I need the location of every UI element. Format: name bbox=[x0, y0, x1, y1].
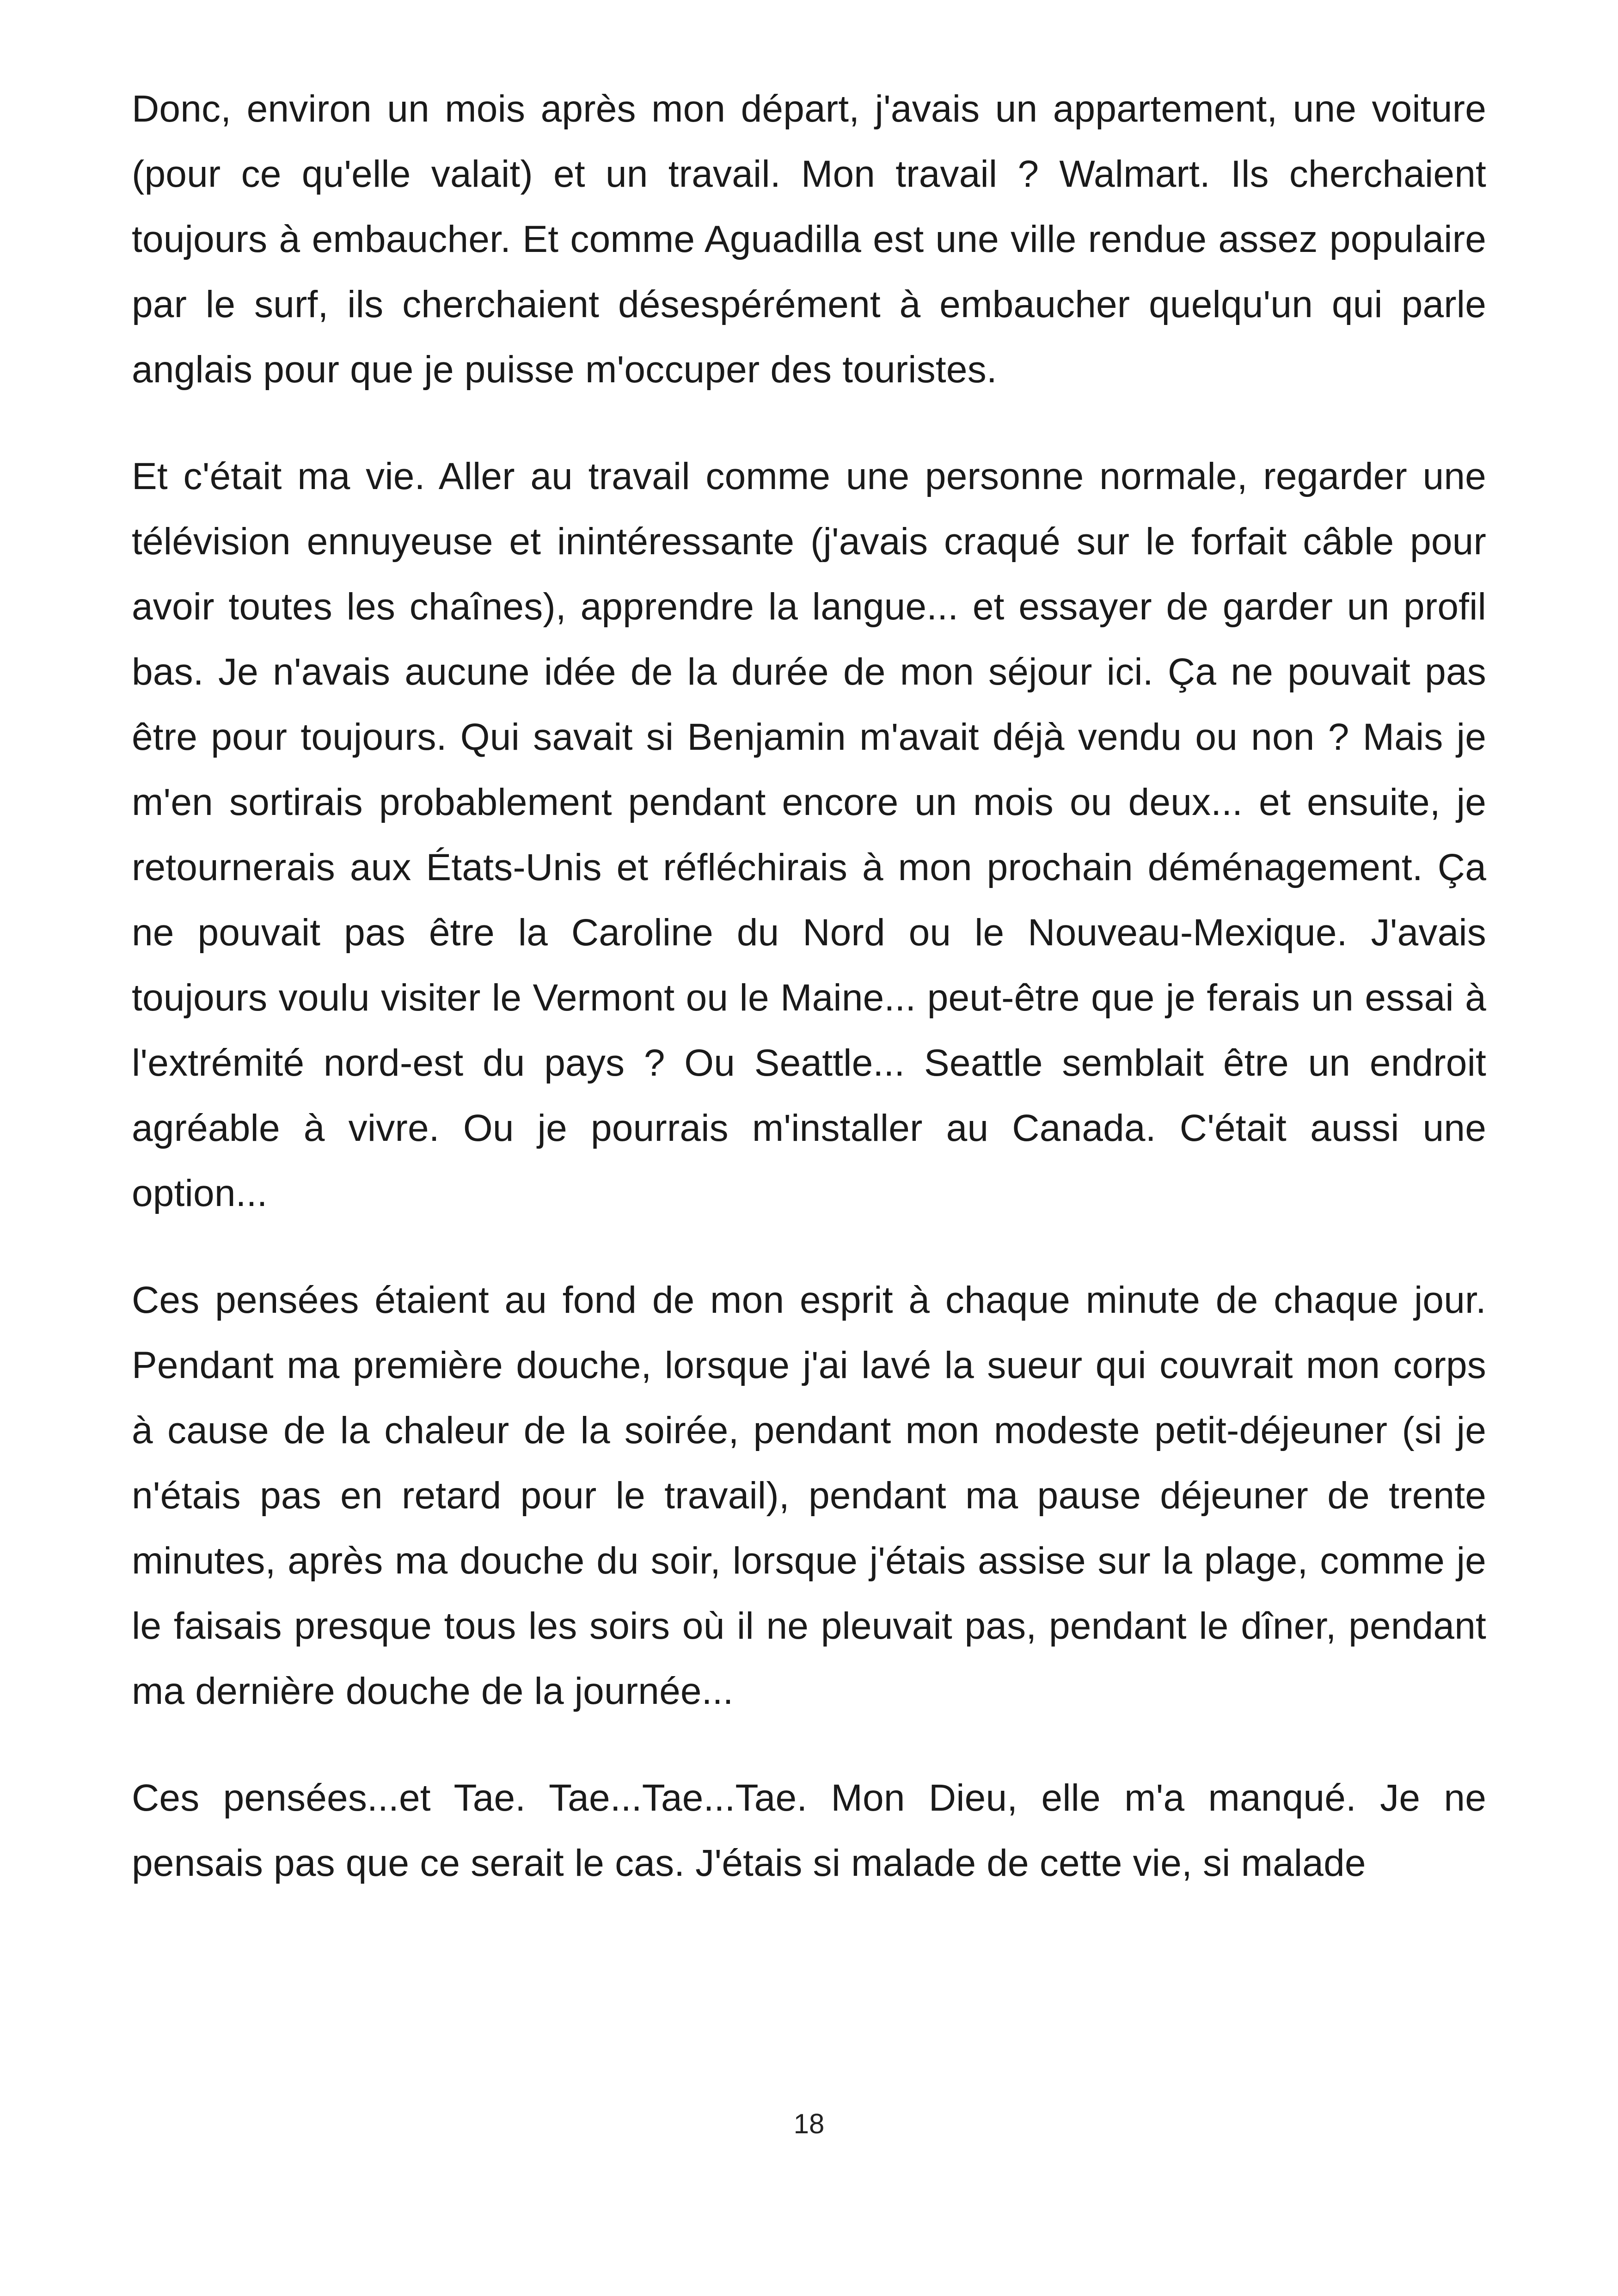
paragraph-1: Donc, environ un mois après mon départ, j'avais un appartement, une voiture (pour ce qu'elle valait) et un travail. Mon travail ? Walmart. Ils cherchaient toujours à embaucher. Et comme Aguadilla est une ville rendue assez populaire par le surf, ils cherchaient désespérément à embaucher quelqu'un qui parle anglais pour que je puisse m'occuper des touristes. bbox=[132, 88, 1486, 391]
paragraph-2: Et c'était ma vie. Aller au travail comme une personne normale, regarder une télévision ennuyeuse et inintéressante (j'avais craqué sur le forfait câble pour avoir toutes les chaînes), apprendre la langue... et essayer de garder un profil bas. Je n'avais aucune idée de la durée de mon séjour ici. Ça ne pouvait pas être pour toujours. Qui savait si Benjamin m'avait déjà vendu ou non ? Mais je m'en sortirais probablement pendant encore un mois ou deux... et ensuite, je retournerais aux États-Unis et réfléchirais à mon prochain déménagement. Ça ne pouvait pas être la Caroline du Nord ou le Nouveau-Mexique. J'avais toujours voulu visiter le Vermont ou le Maine... peut-être que je ferais un essai à l'extrémité nord-est du pays ? Ou Seattle... Seattle semblait être un endroit agréable à vivre. Ou je pourrais m'installer au Canada. C'était aussi une option... bbox=[132, 455, 1486, 1214]
body-text bbox=[132, 76, 1486, 1896]
page-number: 18 bbox=[793, 2108, 825, 2139]
paragraph-3: Ces pensées étaient au fond de mon esprit à chaque minute de chaque jour. Pendant ma première douche, lorsque j'ai lavé la sueur qui couvrait mon corps à cause de la chaleur de la soirée, pendant mon modeste petit-déjeuner (si je n'étais pas en retard pour le travail), pendant ma pause déjeuner de trente minutes, après ma douche du soir, lorsque j'étais assise sur la plage, comme je le faisais presque tous les soirs où il ne pleuvait pas, pendant le dîner, pendant ma dernière douche de la journée... bbox=[132, 1279, 1486, 1712]
paragraph-4: Ces pensées...et Tae. Tae...Tae...Tae. Mon Dieu, elle m'a manqué. Je ne pensais pas que ce serait le cas. J'étais si malade de cette vie, si malade bbox=[132, 1777, 1486, 1884]
